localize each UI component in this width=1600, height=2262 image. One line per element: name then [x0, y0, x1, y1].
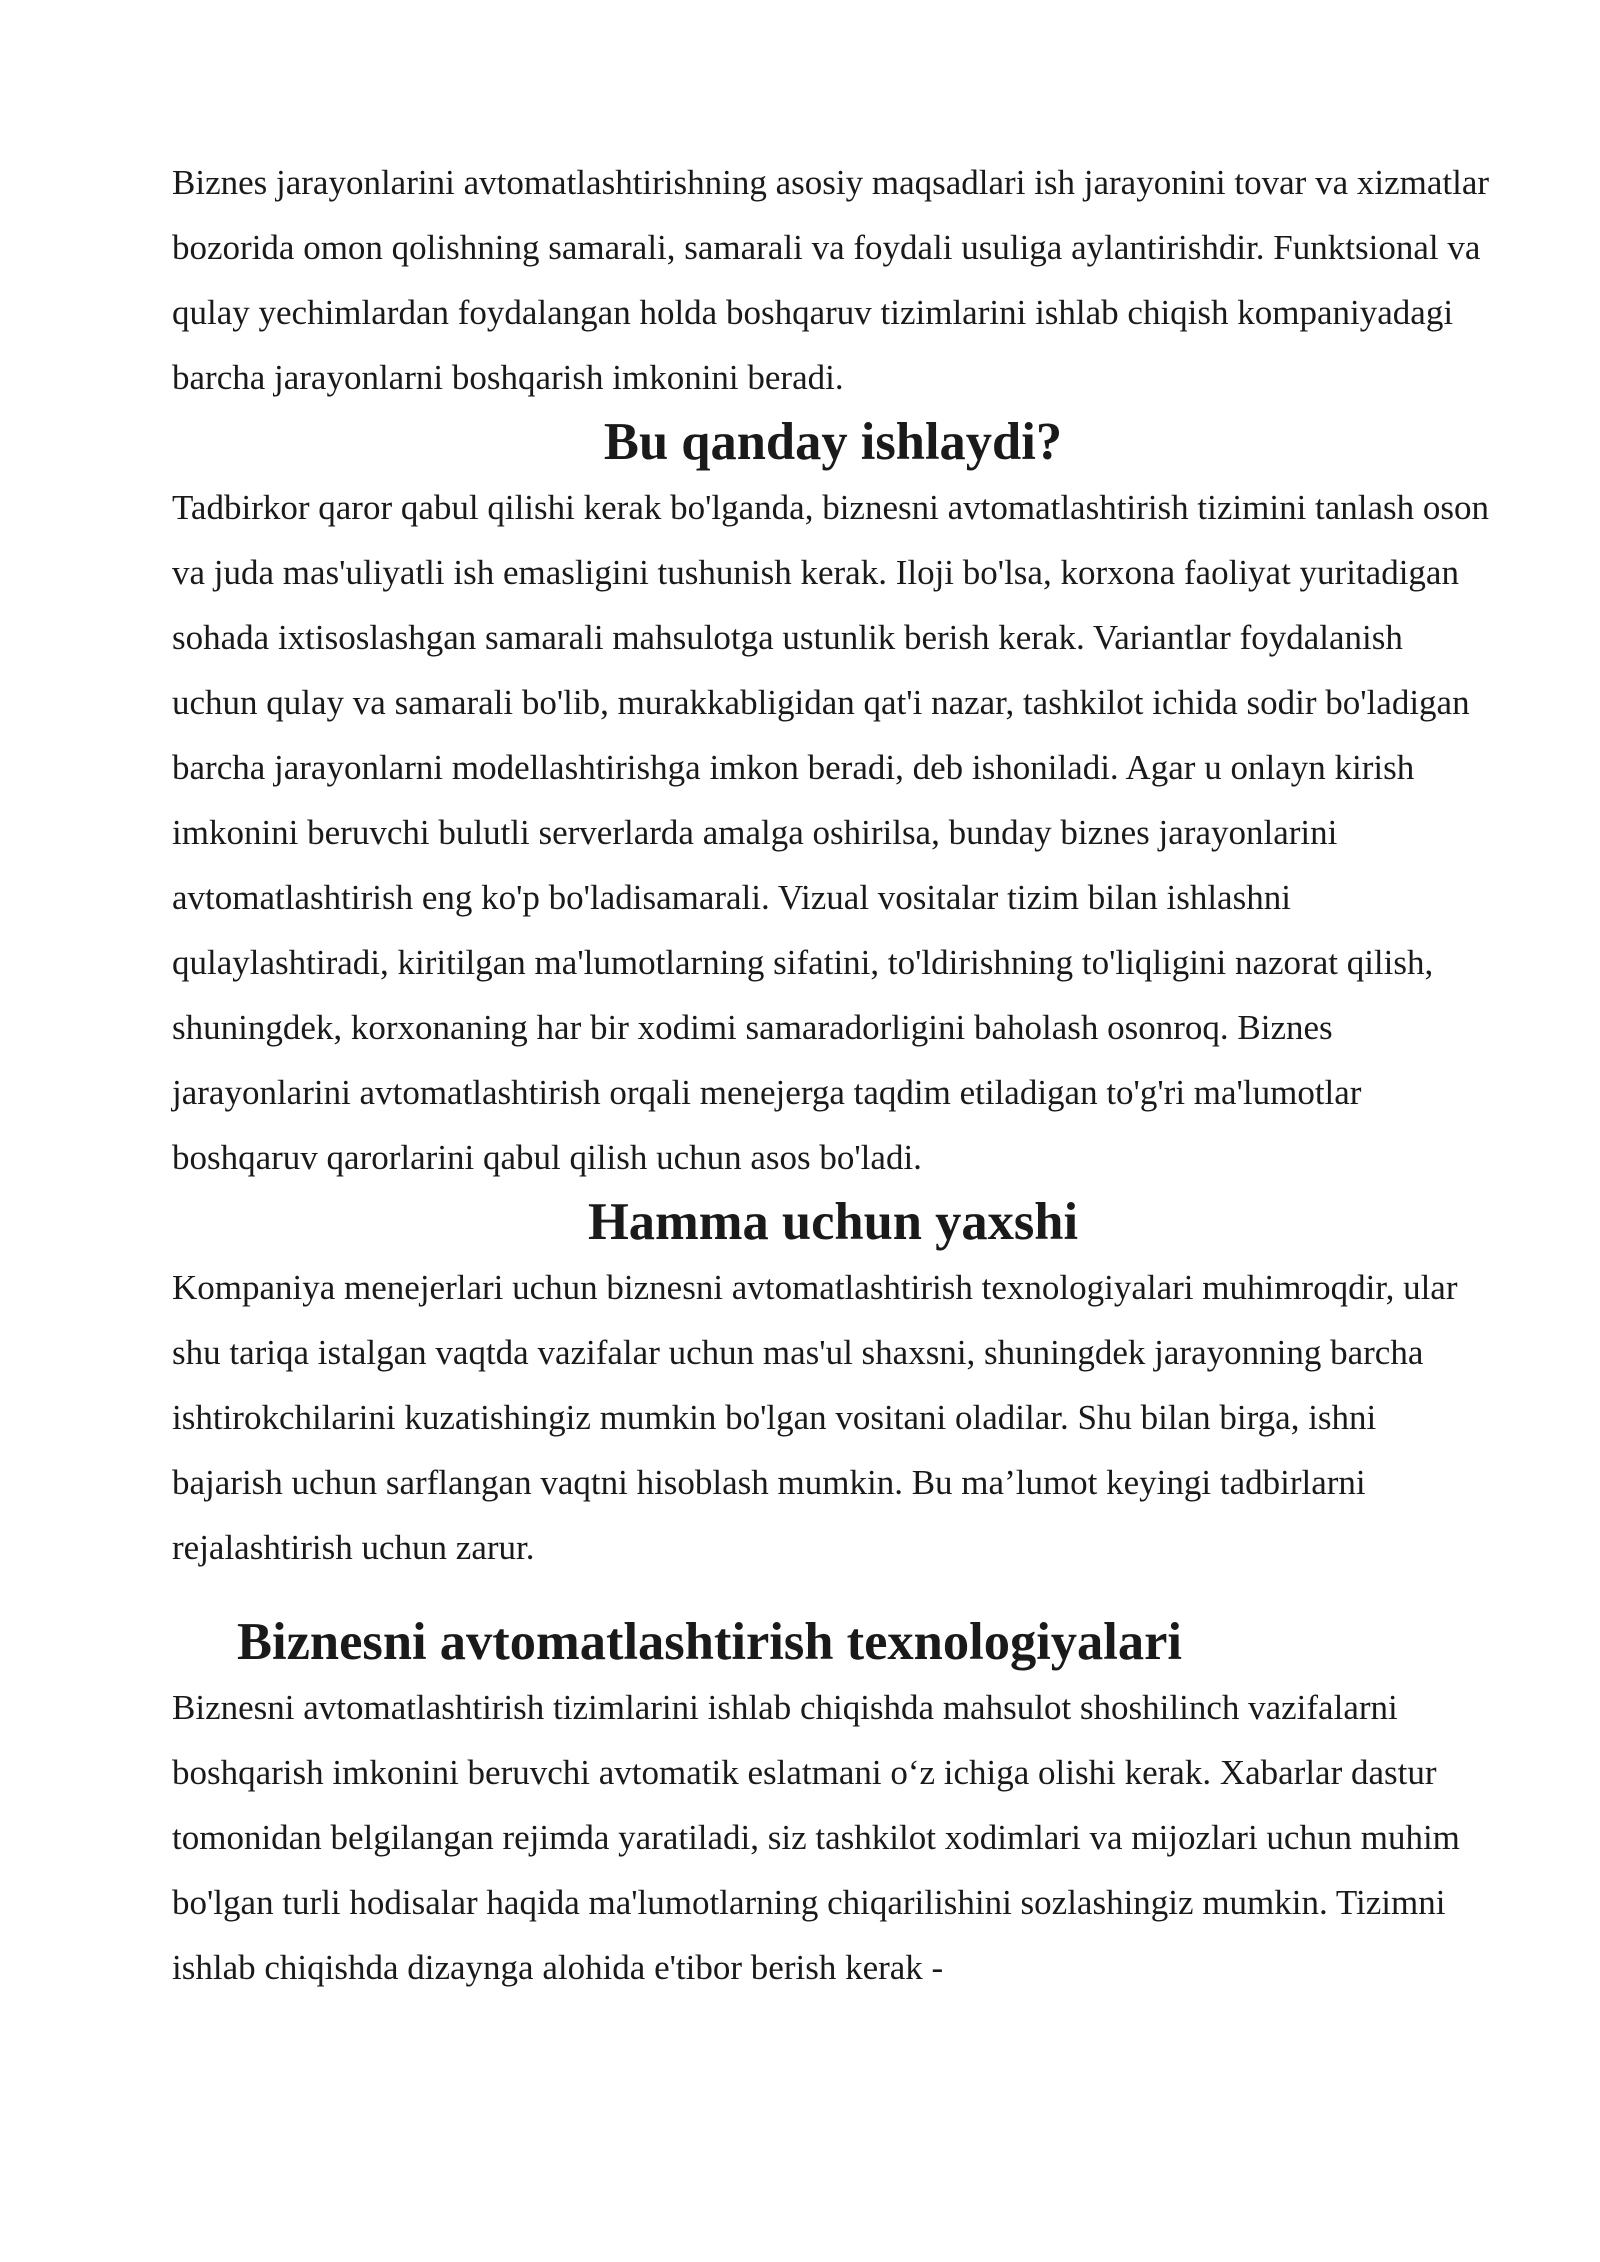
paragraph-how-it-works: Tadbirkor qaror qabul qilishi kerak bo'lganda, biznesni avtomatlashtirish tizimini tanlash oson va juda mas'uliyatli ish emasligini tushunish kerak. Iloji bo'lsa, korxona faoliyat yuritadigan sohada ixtisoslashgan samarali mahsulotga ustunlik berish kerak. Variantlar foydalanish uchun qulay va samarali bo'lib, murakkabligidan qat'i nazar, tashkilot ichida sodir bo'ladigan barcha jarayonlarni modellashtirishga imkon beradi, deb ishoniladi. Agar u onlayn kirish imkonini beruvchi bulutli serverlarda amalga oshirilsa, bunday biznes jarayonlarini avtomatlashtirish eng ko'p bo'ladisamarali. Vizual vositalar tizim bilan ishlashni qulaylashtiradi, kiritilgan ma'lumotlarning sifatini, to'ldirishning to'liqligini nazorat qilish, shuningdek, korxonaning har bir xodimi samaradorligini baholash osonroq. Biznes jarayonlarini avtomatlashtirish orqali menejerga taqdim etiladigan to'g'ri ma'lumotlar boshqaruv qarorlarini qabul qilish uchun asos bo'ladi.	[172, 488, 1490, 1177]
section-heading-technologies: Biznesni avtomatlashtirish texnologiyalari	[237, 1613, 1182, 1671]
paragraph-good-for-all: Kompaniya menejerlari uchun biznesni avtomatlashtirish texnologiyalari muhimroqdir, ular shu tariqa istalgan vaqtda vazifalar uchun mas'ul shaxsni, shuningdek jarayonning barcha ishtirokchilarini kuzatishingiz mumkin bo'lgan vositani oladilar. Shu bilan birga, ishni bajarish uchun sarflangan vaqtni hisoblash mumkin. Bu ma’lumot keyingi tadbirlarni rejalashtirish uchun zarur.	[172, 1268, 1458, 1567]
section-heading-how-it-works: Bu qanday ishlaydi?	[603, 413, 1063, 471]
paragraph-technologies: Biznesni avtomatlashtirish tizimlarini ishlab chiqishda mahsulot shoshilinch vazifalarni boshqarish imkonini beruvchi avtomatik eslatmani o‘z ichiga olishi kerak. Xabarlar dastur tomonidan belgilangan rejimda yaratiladi, siz tashkilot xodimlari va mijozlari uchun muhim bo'lgan turli hodisalar haqida ma'lumotlarning chiqarilishini sozlashingiz mumkin. Tizimni ishlab chiqishda dizaynga alohida e'tibor berish kerak -	[172, 1688, 1460, 1987]
document-page	[172, 150, 1494, 2000]
paragraph-intro: Biznes jarayonlarini avtomatlashtirishning asosiy maqsadlari ish jarayonini tovar va xizmatlar bozorida omon qolishning samarali, samarali va foydali usuliga aylantirishdir. Funktsional va qulay yechimlardan foydalangan holda boshqaruv tizimlarini ishlab chiqish kompaniyadagi barcha jarayonlarni boshqarish imkonini beradi.	[172, 163, 1490, 397]
section-heading-good-for-all: Hamma uchun yaxshi	[587, 1193, 1079, 1251]
